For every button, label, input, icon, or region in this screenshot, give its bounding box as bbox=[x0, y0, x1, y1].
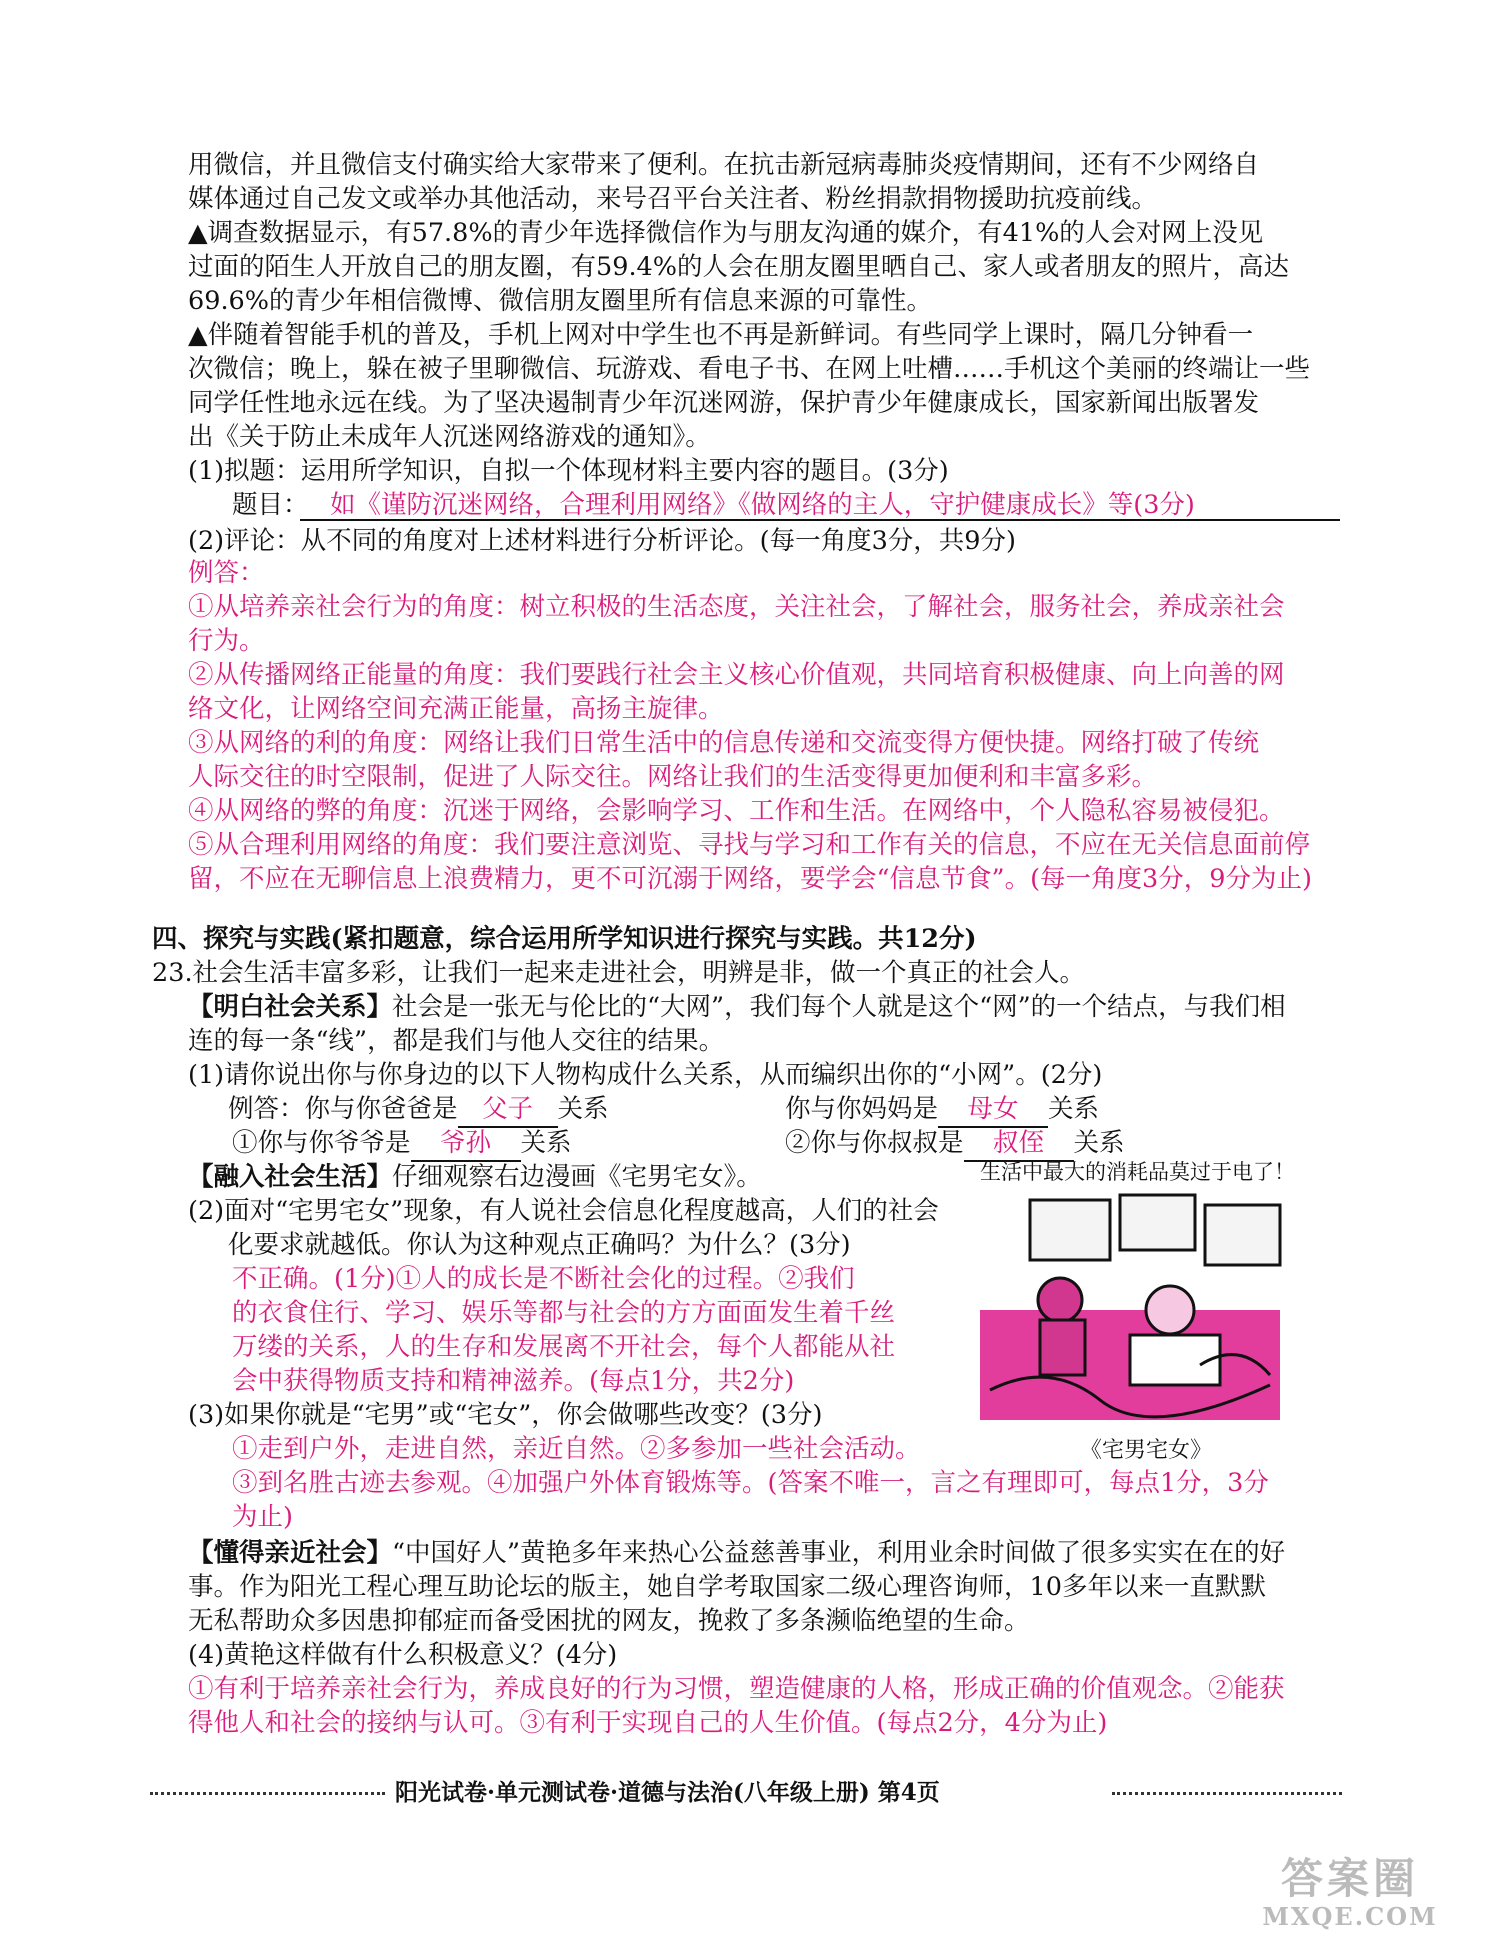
question-2-answer-line: ④从网络的弊的角度：沉迷于网络，会影响学习、工作和生活。在网络中，个人隐私容易被侵犯。 bbox=[188, 796, 1285, 826]
question-1-prompt: (1)拟题：运用所学知识，自拟一个体现材料主要内容的题目。(3分) bbox=[188, 456, 949, 486]
answer-left-post: 关系 bbox=[520, 1128, 572, 1158]
tag-integrate-society: 【融入社会生活】 bbox=[188, 1162, 393, 1192]
answer-left bbox=[232, 1126, 572, 1162]
tag-text-cont: 事。作为阳光工程心理互助论坛的版主，她自学考取国家二级心理咨询师，10多年以来一直默默 bbox=[188, 1572, 1266, 1602]
question-1-label: 题目： bbox=[232, 490, 309, 520]
sub-question-2-answer: 不正确。(1分)①人的成长是不断社会化的过程。②我们 bbox=[232, 1264, 855, 1294]
tag-text: 仔细观察右边漫画《宅男宅女》。 bbox=[392, 1162, 762, 1192]
sub-question-3: (3)如果你就是“宅男”或“宅女”，你会做哪些改变？(3分) bbox=[188, 1400, 823, 1430]
answer-right-pre: ②你与你叔叔是 bbox=[785, 1128, 964, 1158]
example-left bbox=[228, 1092, 609, 1128]
question-2-answer-line: 络文化，让网络空间充满正能量，高扬主旋律。 bbox=[188, 694, 724, 724]
sub-question-4: (4)黄艳这样做有什么积极意义？(4分) bbox=[188, 1640, 618, 1670]
tag-text-cont: 连的每一条“线”，都是我们与他人交往的结果。 bbox=[188, 1026, 725, 1056]
answer-left-pre: ①你与你爷爷是 bbox=[232, 1128, 411, 1158]
example-right-post: 关系 bbox=[1048, 1094, 1100, 1124]
answer-left-answer: 爷孙 bbox=[411, 1126, 521, 1162]
example-left-answer: 父子 bbox=[458, 1092, 558, 1128]
answer-right-post: 关系 bbox=[1073, 1128, 1125, 1158]
footer-divider bbox=[1112, 1792, 1342, 1795]
material-line: 出《关于防止未成年人沉迷网络游戏的通知》。 bbox=[188, 422, 711, 452]
sub-question-3-answer: ③到名胜古迹去参观。④加强户外体育锻炼等。(答案不唯一，言之有理即可，每点1分，3分 bbox=[232, 1468, 1269, 1498]
tag-approach-society: 【懂得亲近社会】 bbox=[188, 1538, 393, 1568]
sub-question-4-answer: 得他人和社会的接纳与认可。③有利于实现自己的人生价值。(每点2分，4分为止) bbox=[188, 1708, 1108, 1738]
material-line: 过面的陌生人开放自己的朋友圈，有59.4%的人会在朋友圈里晒自己、家人或者朋友的照片，高达 bbox=[188, 252, 1290, 282]
tag-line bbox=[188, 1160, 762, 1194]
question-2-prompt: (2)评论：从不同的角度对上述材料进行分析评论。(每一角度3分，共9分) bbox=[188, 526, 1016, 556]
watermark-bottom: MXQE.COM bbox=[1262, 1902, 1438, 1931]
tag-text: 社会是一张无与伦比的“大网”，我们每个人就是这个“网”的一个结点，与我们相 bbox=[392, 992, 1286, 1022]
example-right-answer: 母女 bbox=[938, 1092, 1048, 1128]
sub-question-1: (1)请你说出你与你身边的以下人物构成什么关系，从而编织出你的“小网”。(2分) bbox=[188, 1060, 1103, 1090]
sub-question-4-answer: ①有利于培养亲社会行为，养成良好的行为习惯，塑造健康的人格，形成正确的价值观念。②能获 bbox=[188, 1674, 1285, 1704]
footer-divider bbox=[150, 1792, 385, 1795]
material-line: ▲伴随着智能手机的普及，手机上网对中学生也不再是新鲜词。有些同学上课时，隔几分钟看一 bbox=[188, 320, 1254, 350]
question-2-answer-line: ③从网络的利的角度：网络让我们日常生活中的信息传递和交流变得方便快捷。网络打破了传统 bbox=[188, 728, 1260, 758]
question-2-answer-line: ⑤从合理利用网络的角度：我们要注意浏览、寻找与学习和工作有关的信息，不应在无关信息面前停 bbox=[188, 830, 1311, 860]
answer-underline bbox=[300, 519, 1340, 521]
tag-understand-relations: 【明白社会关系】 bbox=[188, 992, 393, 1022]
monitor-icon bbox=[1030, 1200, 1110, 1260]
sub-question-2: (2)面对“宅男宅女”现象，有人说社会信息化程度越高，人们的社会 bbox=[188, 1196, 939, 1226]
tag-line bbox=[188, 1536, 1285, 1570]
cartoon-illustration bbox=[970, 1190, 1290, 1425]
material-line: 69.6%的青少年相信微博、微信朋友圈里所有信息来源的可靠性。 bbox=[188, 286, 933, 316]
question-2-answer-line: 行为。 bbox=[188, 626, 265, 656]
material-line: ▲调查数据显示，有57.8%的青少年选择微信作为与朋友沟通的媒介，有41%的人会对网上没见 bbox=[188, 218, 1264, 248]
question-2-answer-line: ②从传播网络正能量的角度：我们要践行社会主义核心价值观，共同培育积极健康、向上向善的网 bbox=[188, 660, 1285, 690]
material-line: 用微信，并且微信支付确实给大家带来了便利。在抗击新冠病毒肺炎疫情期间，还有不少网络自 bbox=[188, 150, 1260, 180]
material-line: 次微信；晚上，躲在被子里聊微信、玩游戏、看电子书、在网上吐槽……手机这个美丽的终端让一些 bbox=[188, 354, 1311, 384]
question-2-answer-line: 例答： bbox=[188, 558, 265, 588]
sub-question-2-answer: 的衣食住行、学习、娱乐等都与社会的方方面面发生着千丝 bbox=[232, 1298, 896, 1328]
section-heading: 四、探究与实践(紧扣题意，综合运用所学知识进行探究与实践。共12分) bbox=[152, 924, 977, 954]
sub-question-2-cont: 化要求就越低。你认为这种观点正确吗？为什么？(3分) bbox=[228, 1230, 851, 1260]
question-1-answer: 如《谨防沉迷网络，合理利用网络》《做网络的主人，守护健康成长》等(3分) bbox=[330, 490, 1195, 520]
example-right-pre: 你与你妈妈是 bbox=[785, 1094, 939, 1124]
question-2-answer-line: ①从培养亲社会行为的角度：树立积极的生活态度，关注社会，了解社会，服务社会，养成亲社会 bbox=[188, 592, 1285, 622]
example-left-post: 关系 bbox=[557, 1094, 609, 1124]
person-icon bbox=[1146, 1286, 1194, 1334]
page-footer: 阳光试卷·单元测试卷·道德与法治(八年级上册) 第4页 bbox=[395, 1779, 940, 1806]
question-2-answer-line: 留，不应在无聊信息上浪费精力，更不可沉溺于网络，要学会“信息节食”。(每一角度3分，9分为止) bbox=[188, 864, 1312, 894]
material-line: 媒体通过自己发文或举办其他活动，来号召平台关注者、粉丝捐款捐物援助抗疫前线。 bbox=[188, 184, 1158, 214]
watermark-top: 答案圈 bbox=[1280, 1854, 1419, 1903]
sub-question-3-answer: 为止) bbox=[232, 1502, 293, 1532]
question-2-answer-line: 人际交往的时空限制，促进了人际交往。网络让我们的生活变得更加便利和丰富多彩。 bbox=[188, 762, 1158, 792]
example-right bbox=[785, 1092, 1099, 1128]
question-23-stem: 23.社会生活丰富多彩，让我们一起来走进社会，明辨是非，做一个真正的社会人。 bbox=[152, 958, 1086, 988]
tag-text: “中国好人”黄艳多年来热心公益慈善事业，利用业余时间做了很多实实在在的好 bbox=[392, 1538, 1286, 1568]
material-line: 同学任性地永远在线。为了坚决遏制青少年沉迷网游，保护青少年健康成长，国家新闻出版署发 bbox=[188, 388, 1260, 418]
tag-text-cont: 无私帮助众多因患抑郁症而备受困扰的网友，挽救了多条濒临绝望的生命。 bbox=[188, 1606, 1030, 1636]
site-watermark-logo bbox=[1215, 1855, 1485, 1945]
tag-line bbox=[188, 990, 1286, 1024]
sub-question-2-answer: 万缕的关系，人的生存和发展离不开社会，每个人都能从社 bbox=[232, 1332, 896, 1362]
sub-question-2-answer: 会中获得物质支持和精神滋养。(每点1分，共2分) bbox=[232, 1366, 795, 1396]
cartoon-title: 《宅男宅女》 bbox=[1080, 1438, 1213, 1463]
monitor-icon bbox=[1205, 1205, 1280, 1265]
person-icon bbox=[1038, 1278, 1082, 1322]
example-left-pre: 例答：你与你爸爸是 bbox=[228, 1094, 458, 1124]
cartoon-caption: 生活中最大的消耗品莫过于电了！ bbox=[980, 1160, 1295, 1184]
answer-right-answer: 叔侄 bbox=[964, 1126, 1074, 1162]
monitor-icon bbox=[1120, 1195, 1195, 1250]
sub-question-3-answer: ①走到户外，走进自然，亲近自然。②多参加一些社会活动。 bbox=[232, 1434, 921, 1464]
